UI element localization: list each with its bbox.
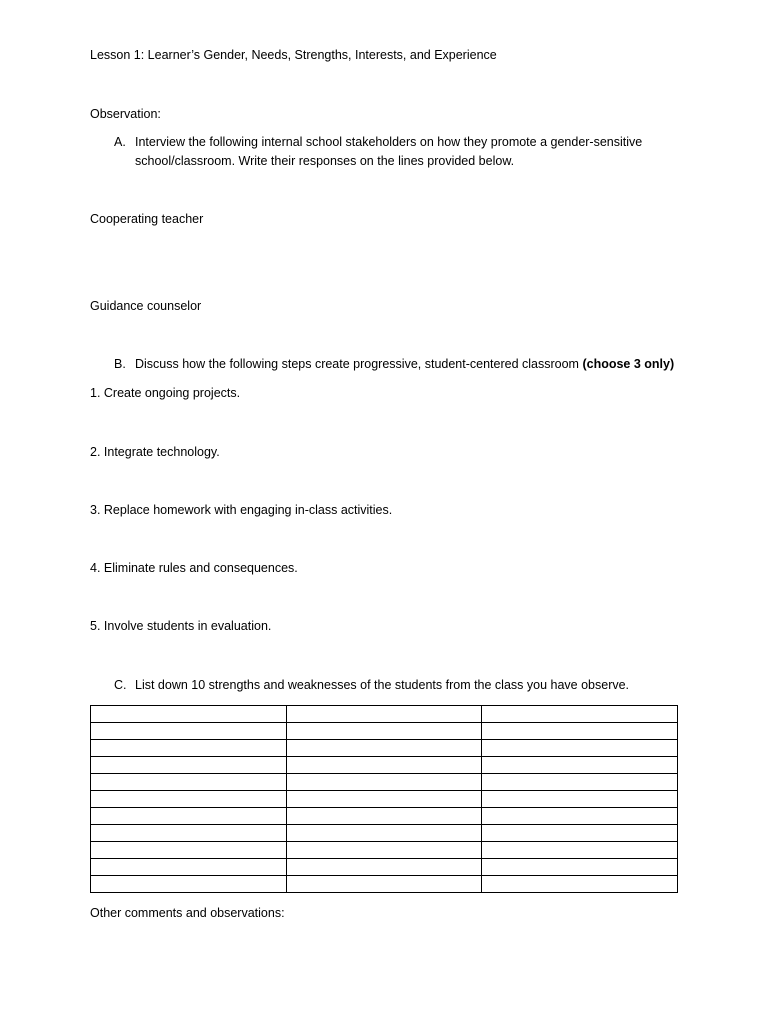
- table-cell[interactable]: [286, 723, 482, 740]
- table-cell[interactable]: [286, 740, 482, 757]
- table-cell[interactable]: [91, 791, 287, 808]
- table-cell[interactable]: [91, 706, 287, 723]
- step-4: 4. Eliminate rules and consequences.: [90, 561, 298, 575]
- section-c-text: List down 10 strengths and weaknesses of the students from the class you have observe.: [135, 678, 630, 692]
- table-cell[interactable]: [91, 740, 287, 757]
- lesson-title: Lesson 1: Learner’s Gender, Needs, Strengths, Interests, and Experience: [90, 48, 497, 62]
- step-2: 2. Integrate technology.: [90, 445, 220, 459]
- table-cell[interactable]: [482, 808, 678, 825]
- table-cell[interactable]: [286, 825, 482, 842]
- section-b-marker: B.: [114, 357, 126, 371]
- table-cell[interactable]: [482, 791, 678, 808]
- step-3: 3. Replace homework with engaging in-class activities.: [90, 503, 393, 517]
- section-b-text: Discuss how the following steps create progressive, student-centered classroom: [135, 357, 579, 371]
- table-cell[interactable]: [91, 757, 287, 774]
- table-cell[interactable]: [91, 876, 287, 893]
- section-c-item: [114, 676, 674, 696]
- strengths-weaknesses-table: [90, 705, 678, 893]
- section-c-marker: C.: [114, 678, 127, 692]
- table-row: [91, 757, 678, 774]
- table-row: [91, 808, 678, 825]
- section-a-line-1: Interview the following internal school stakeholders on how they promote a gender-sensitive: [135, 135, 643, 149]
- table-cell[interactable]: [286, 859, 482, 876]
- table-cell[interactable]: [482, 774, 678, 791]
- table-cell[interactable]: [286, 706, 482, 723]
- section-a-marker: A.: [114, 135, 126, 149]
- table-cell[interactable]: [91, 825, 287, 842]
- table-row: [91, 706, 678, 723]
- table-cell[interactable]: [91, 842, 287, 859]
- section-b-emphasis: (choose 3 only): [582, 357, 675, 371]
- table-row: [91, 723, 678, 740]
- section-b-item: [114, 355, 694, 375]
- table-cell[interactable]: [286, 774, 482, 791]
- table-cell[interactable]: [91, 723, 287, 740]
- table-cell[interactable]: [286, 876, 482, 893]
- other-comments-label: Other comments and observations:: [90, 906, 285, 920]
- observation-heading: Observation:: [90, 107, 161, 121]
- table-cell[interactable]: [482, 740, 678, 757]
- table-cell[interactable]: [482, 723, 678, 740]
- stakeholder-guidance-counselor: Guidance counselor: [90, 299, 202, 313]
- table-row: [91, 740, 678, 757]
- step-5: 5. Involve students in evaluation.: [90, 619, 272, 633]
- stakeholder-cooperating-teacher: Cooperating teacher: [90, 212, 204, 226]
- table-cell[interactable]: [91, 774, 287, 791]
- table-row: [91, 825, 678, 842]
- table-body: [91, 706, 678, 893]
- table-cell[interactable]: [482, 706, 678, 723]
- table-cell[interactable]: [91, 808, 287, 825]
- table-cell[interactable]: [482, 876, 678, 893]
- table-cell[interactable]: [482, 825, 678, 842]
- table-row: [91, 774, 678, 791]
- table-cell[interactable]: [286, 757, 482, 774]
- table-row: [91, 791, 678, 808]
- table-cell[interactable]: [286, 842, 482, 859]
- section-b-text-wrap: [135, 355, 674, 374]
- table-cell[interactable]: [91, 859, 287, 876]
- table-row: [91, 859, 678, 876]
- table-cell[interactable]: [286, 791, 482, 808]
- step-1: 1. Create ongoing projects.: [90, 386, 241, 400]
- section-a-item: [114, 133, 674, 173]
- table-cell[interactable]: [482, 859, 678, 876]
- table-cell[interactable]: [482, 842, 678, 859]
- table-cell[interactable]: [482, 757, 678, 774]
- table-row: [91, 876, 678, 893]
- table-cell[interactable]: [286, 808, 482, 825]
- table-row: [91, 842, 678, 859]
- section-a-line-2: school/classroom. Write their responses on the lines provided below.: [135, 154, 515, 168]
